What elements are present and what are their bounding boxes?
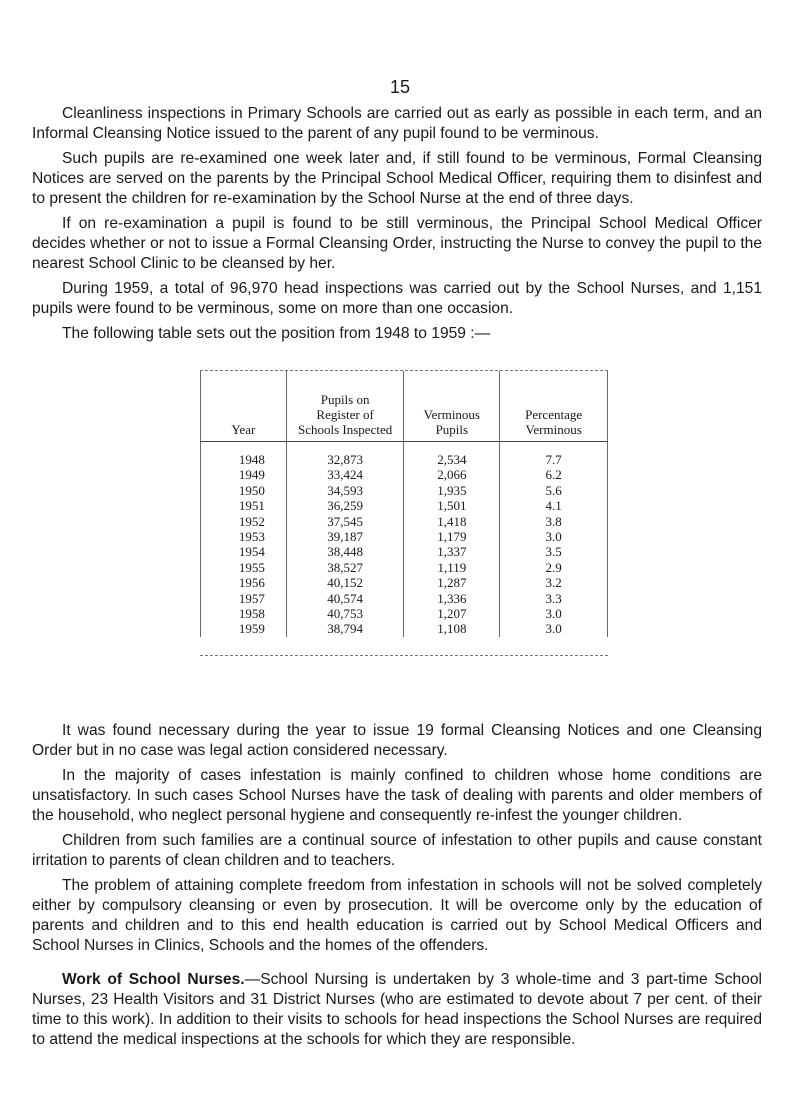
cell-verminous: 1,108 xyxy=(404,621,500,636)
paragraph: Such pupils are re-examined one week later and, if still found to be verminous, Formal Cleansing Notices are served on the parents by the Principal School Medical Officer, requiring them to disinfest and to present the children for re-examination by the School Nurse at the end of three days. xyxy=(32,150,762,207)
cell-verminous: 2,534 xyxy=(404,442,500,468)
table-row xyxy=(201,498,608,513)
cell-register: 33,424 xyxy=(286,467,404,482)
cell-register: 38,448 xyxy=(286,544,404,559)
table-row xyxy=(201,514,608,529)
cell-percentage: 3.2 xyxy=(500,575,608,590)
header-register: Pupils on Register of Schools Inspected xyxy=(286,371,404,442)
header-percentage: Percentage Verminous xyxy=(500,371,608,442)
cell-verminous: 1,935 xyxy=(404,483,500,498)
conclusion-text-block xyxy=(32,721,762,1055)
cell-register: 39,187 xyxy=(286,529,404,544)
cell-register: 32,873 xyxy=(286,442,404,468)
cell-year: 1948 xyxy=(201,442,287,468)
cell-verminous: 1,179 xyxy=(404,529,500,544)
cell-percentage: 6.2 xyxy=(500,467,608,482)
table-row xyxy=(201,442,608,468)
cell-verminous: 2,066 xyxy=(404,467,500,482)
section-heading: Work of School Nurses. xyxy=(62,971,245,988)
table-row xyxy=(201,621,608,636)
cell-year: 1951 xyxy=(201,498,287,513)
cell-percentage: 3.0 xyxy=(500,529,608,544)
cell-register: 40,753 xyxy=(286,606,404,621)
cell-year: 1955 xyxy=(201,560,287,575)
paragraph: Children from such families are a continual source of infestation to other pupils and cause constant irritation to parents of clean children and to teachers. xyxy=(32,832,762,869)
table-row xyxy=(201,529,608,544)
cell-percentage: 2.9 xyxy=(500,560,608,575)
table-row xyxy=(201,483,608,498)
header-year: Year xyxy=(201,371,287,442)
table-row xyxy=(201,560,608,575)
cell-year: 1956 xyxy=(201,575,287,590)
cell-year: 1950 xyxy=(201,483,287,498)
table-row xyxy=(201,591,608,606)
cell-year: 1959 xyxy=(201,621,287,636)
cell-percentage: 4.1 xyxy=(500,498,608,513)
cell-percentage: 5.6 xyxy=(500,483,608,498)
paragraph: It was found necessary during the year to issue 19 formal Cleansing Notices and one Cleansing Order but in no case was legal action considered necessary. xyxy=(32,722,762,759)
cell-verminous: 1,337 xyxy=(404,544,500,559)
cell-verminous: 1,418 xyxy=(404,514,500,529)
cell-percentage: 7.7 xyxy=(500,442,608,468)
intro-text-block xyxy=(32,104,762,349)
cell-verminous: 1,119 xyxy=(404,560,500,575)
cell-register: 38,794 xyxy=(286,621,404,636)
cell-percentage: 3.8 xyxy=(500,514,608,529)
paragraph: If on re-examination a pupil is found to be still verminous, the Principal School Medical Officer decides whether or not to issue a Formal Cleansing Order, instructing the Nurse to convey the pupil to the nearest School Clinic to be cleansed by her. xyxy=(32,215,762,272)
cell-percentage: 3.0 xyxy=(500,621,608,636)
cell-register: 40,574 xyxy=(286,591,404,606)
cell-register: 36,259 xyxy=(286,498,404,513)
cell-register: 38,527 xyxy=(286,560,404,575)
verminous-statistics-table xyxy=(200,370,608,656)
table-row xyxy=(201,544,608,559)
cell-verminous: 1,207 xyxy=(404,606,500,621)
cell-year: 1957 xyxy=(201,591,287,606)
page-number: 15 xyxy=(389,77,411,97)
cell-percentage: 3.0 xyxy=(500,606,608,621)
cell-register: 37,545 xyxy=(286,514,404,529)
paragraph: Cleanliness inspections in Primary Schools are carried out as early as possible in each term, and an Informal Cleansing Notice issued to the parent of any pupil found to be verminous. xyxy=(32,105,762,142)
work-of-school-nurses-paragraph xyxy=(32,970,762,1050)
cell-verminous: 1,501 xyxy=(404,498,500,513)
paragraph: The problem of attaining complete freedom from infestation in schools will not be solved completely either by compulsory cleansing or even by prosecution. It will be overcome only by the education of parents and children and to this end health education is carried out by School Medical Officers and School Nurses in Clinics, Schools and the homes of the offenders. xyxy=(32,877,762,954)
cell-year: 1954 xyxy=(201,544,287,559)
cell-year: 1953 xyxy=(201,529,287,544)
table-row xyxy=(201,467,608,482)
cell-percentage: 3.3 xyxy=(500,591,608,606)
paragraph: During 1959, a total of 96,970 head inspections was carried out by the School Nurses, and 1,151 pupils were found to be verminous, some on more than one occasion. xyxy=(32,280,762,317)
cell-year: 1952 xyxy=(201,514,287,529)
cell-register: 40,152 xyxy=(286,575,404,590)
cell-percentage: 3.5 xyxy=(500,544,608,559)
section-body: —School Nursing is undertaken by 3 whole-time and 3 part-time School Nurses, 23 Health Visitors and 31 District Nurses (who are estimated to devote about 7 per cent. of their time to this work). In addition to their visits to schools for head inspections the School Nurses are required to attend the medical inspections at the schools for which they are responsible. xyxy=(32,971,762,1048)
cell-verminous: 1,336 xyxy=(404,591,500,606)
cell-verminous: 1,287 xyxy=(404,575,500,590)
cell-register: 34,593 xyxy=(286,483,404,498)
table-header-row xyxy=(201,371,608,442)
data-table xyxy=(200,371,608,637)
paragraph: In the majority of cases infestation is mainly confined to children whose home conditions are unsatisfactory. In such cases School Nurses have the task of dealing with parents and older members of the household, who neglect personal hygiene and consequently re-infest the younger children. xyxy=(32,767,762,824)
cell-year: 1958 xyxy=(201,606,287,621)
table-row xyxy=(201,575,608,590)
cell-year: 1949 xyxy=(201,467,287,482)
paragraph: The following table sets out the position from 1948 to 1959 :— xyxy=(62,325,491,342)
header-verminous: Verminous Pupils xyxy=(404,371,500,442)
table-row xyxy=(201,606,608,621)
